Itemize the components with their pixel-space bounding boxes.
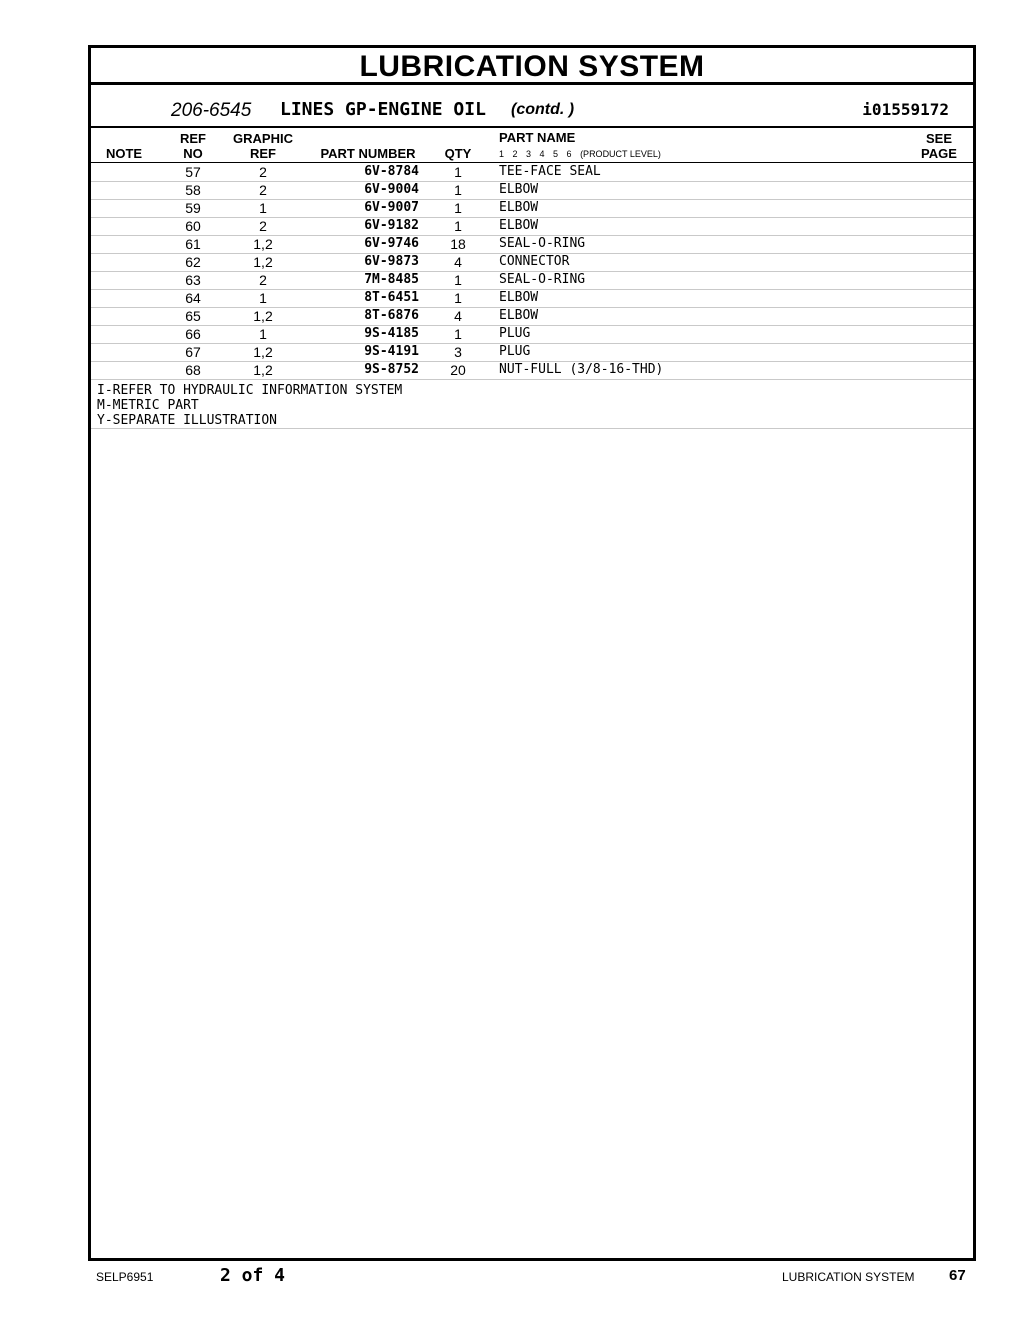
table-row [91, 235, 973, 254]
part-name: SEAL-O-RING [499, 272, 586, 287]
table-row [91, 343, 973, 362]
quantity: 4 [454, 254, 462, 270]
footer-section: LUBRICATION SYSTEM [782, 1270, 915, 1284]
part-number: 6V-9007 [364, 200, 419, 215]
graphic-ref: 1,2 [253, 236, 273, 252]
part-name: ELBOW [499, 218, 539, 233]
ref-no: 65 [185, 308, 201, 324]
header-note: NOTE [105, 146, 143, 161]
ref-no: 59 [185, 200, 201, 216]
header-part-number: PART NUMBER [320, 146, 416, 161]
graphic-ref: 1 [259, 290, 267, 306]
graphic-ref: 1 [259, 326, 267, 342]
part-number: 6V-9004 [364, 182, 419, 197]
part-number: 6V-9182 [364, 218, 419, 233]
footer-doc-id: SELP6951 [96, 1270, 154, 1284]
ref-no: 66 [185, 326, 201, 342]
ref-no: 64 [185, 290, 201, 306]
part-name: ELBOW [499, 182, 539, 197]
quantity: 1 [454, 272, 462, 288]
part-name: PLUG [499, 326, 531, 341]
part-name: ELBOW [499, 308, 539, 323]
note-line: M-METRIC PART [97, 398, 199, 413]
part-name: ELBOW [499, 200, 539, 215]
ref-no: 63 [185, 272, 201, 288]
note-line: I-REFER TO HYDRAULIC INFORMATION SYSTEM [97, 383, 403, 398]
part-number: 8T-6876 [364, 308, 419, 323]
quantity: 18 [450, 236, 466, 252]
part-number: 9S-4191 [364, 344, 419, 359]
ref-no: 67 [185, 344, 201, 360]
footer-page-number: 67 [949, 1267, 966, 1284]
part-number: 8T-6451 [364, 290, 419, 305]
table-row [91, 217, 973, 236]
quantity: 1 [454, 326, 462, 342]
table-row [91, 361, 973, 380]
part-number: 6V-9873 [364, 254, 419, 269]
part-name: NUT-FULL (3/8-16-THD) [499, 362, 664, 377]
graphic-ref: 2 [259, 272, 267, 288]
graphic-ref: 2 [259, 218, 267, 234]
quantity: 20 [450, 362, 466, 378]
part-number: 9S-4185 [364, 326, 419, 341]
quantity: 1 [454, 164, 462, 180]
header-qty: QTY [444, 146, 472, 161]
group-header [91, 85, 973, 128]
ref-no: 62 [185, 254, 201, 270]
footer-page-of: 2 of 4 [220, 1265, 286, 1286]
table-row [91, 289, 973, 308]
header-see-bottom: PAGE [921, 146, 957, 161]
quantity: 1 [454, 290, 462, 306]
table-row [91, 253, 973, 272]
header-levels [499, 149, 661, 159]
page-frame [88, 45, 976, 1261]
group-number: 206-6545 [171, 100, 252, 121]
table-row [91, 307, 973, 326]
quantity: 1 [454, 218, 462, 234]
quantity: 3 [454, 344, 462, 360]
ref-no: 57 [185, 164, 201, 180]
ref-no: 68 [185, 362, 201, 378]
graphic-ref: 2 [259, 164, 267, 180]
header-ref-bottom: NO [183, 146, 203, 161]
part-number: 9S-8752 [364, 362, 419, 377]
note-line: Y-SEPARATE ILLUSTRATION [97, 413, 278, 428]
quantity: 4 [454, 308, 462, 324]
header-see-top: SEE [925, 131, 952, 146]
part-name: SEAL-O-RING [499, 236, 586, 251]
graphic-ref: 1 [259, 200, 267, 216]
header-product-level: (PRODUCT LEVEL) [580, 149, 661, 159]
ref-no: 61 [185, 236, 201, 252]
header-graphic-top: GRAPHIC [233, 131, 293, 146]
group-id: i01559172 [862, 100, 949, 119]
quantity: 1 [454, 182, 462, 198]
header-graphic-bottom: REF [250, 146, 276, 161]
part-name: TEE-FACE SEAL [499, 164, 601, 179]
header-ref-top: REF [180, 131, 206, 146]
part-number: 7M-8485 [364, 272, 419, 287]
graphic-ref: 1,2 [253, 254, 273, 270]
quantity: 1 [454, 200, 462, 216]
part-number: 6V-9746 [364, 236, 419, 251]
header-part-name: PART NAME [499, 130, 576, 145]
ref-no: 58 [185, 182, 201, 198]
graphic-ref: 1,2 [253, 362, 273, 378]
title-bar [91, 48, 973, 85]
part-name: CONNECTOR [499, 254, 570, 269]
table-row [91, 199, 973, 218]
part-name: PLUG [499, 344, 531, 359]
table-row [91, 181, 973, 200]
part-number: 6V-8784 [364, 164, 419, 179]
table-row [91, 325, 973, 344]
group-name: LINES GP-ENGINE OIL [280, 99, 486, 120]
table-row [91, 271, 973, 290]
graphic-ref: 1,2 [253, 308, 273, 324]
ref-no: 60 [185, 218, 201, 234]
graphic-ref: 1,2 [253, 344, 273, 360]
table-row [91, 163, 973, 182]
part-name: ELBOW [499, 290, 539, 305]
group-contd: (contd. ) [511, 101, 575, 118]
notes-legend [91, 381, 973, 429]
header-level-numbers: 1 2 3 4 5 6 [499, 149, 572, 159]
graphic-ref: 2 [259, 182, 267, 198]
page-title: LUBRICATION SYSTEM [359, 50, 705, 83]
